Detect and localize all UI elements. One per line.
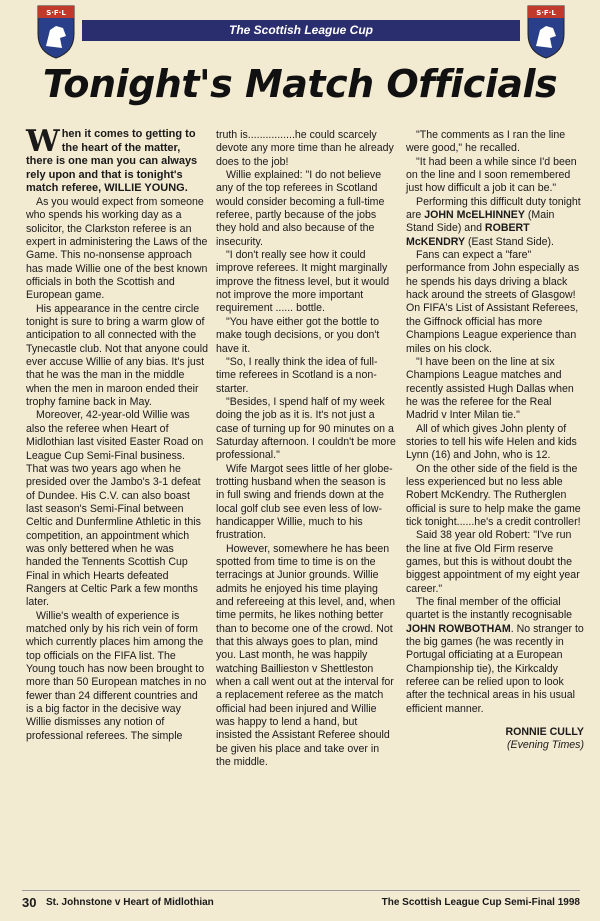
crest-label: S·F·L xyxy=(46,9,66,17)
paragraph: The final member of the official quartet is the instantly recognisable JOHN ROWBOTHAM. No stranger to the big games (he was recently in Portugal officiating at a European Championship tie), the Kirkcaldy referee can be relied upon to look after the technical areas in his usual efficient manner. xyxy=(406,596,584,715)
author-signature: RONNIE CULLY xyxy=(505,726,584,739)
paragraph: His appearance in the centre circle tonight is sure to bring a warm glow of anticipation to all connected with the Tynecastle club. Not that anyone could ever accuse Willie of any bias. It's just that he was the man in the middle when the men in maroon ended their trophy famine back in May. xyxy=(26,302,208,409)
lead-paragraph xyxy=(26,124,208,196)
header-banner: The Scottish League Cup xyxy=(82,20,520,41)
paragraph: "Besides, I spend half of my week doing the job as it is. It's not just a case of turning up for 90 minutes on a Saturday afternoon. I couldn't be more professional." xyxy=(216,395,396,462)
crest-label: S·F·L xyxy=(536,9,556,17)
paragraph: Wife Margot sees little of her globe-trotting husband when the season is in full swing and friends down at the local golf club see even less of low-handicapper Willie, much to his frustration. xyxy=(216,462,393,542)
page-footer xyxy=(22,890,580,910)
paragraph: Willie's wealth of experience is matched only by his rich vein of form which currently places him among the top officials on the FIFA list. The Young touch has now been brought to more than 50 European matches in no fewer than 24 different countries and is a big factor in the decisive way Willie dismisses any notion of professional referees. The simple xyxy=(26,609,207,742)
paragraph: "So, I really think the idea of full-time referees in Scotland is a non-starter. xyxy=(216,355,378,395)
drop-cap: W xyxy=(26,124,60,159)
sfl-crest-left-icon xyxy=(36,4,76,60)
paragraph: However, somewhere he has been spotted from time to time is on the terracings at Junior grounds. Willie admits he enjoyed his time playing and refereeing at this level, and, when time permits, he likes nothing better than to become one of the crowd. Not that this always goes to plan, mind you. Last month, he was happily watching Baillieston v Shettleston when a call went out at the interval for a replacement referee as the match official had been injured and Willie was happy to lend a hand, but insisted the Assistant Referee should be given his place and take over in the middle. xyxy=(216,542,396,769)
footer-publication: The Scottish League Cup Semi-Final 1998 xyxy=(381,897,580,908)
footer-match: St. Johnstone v Heart of Midlothian xyxy=(46,897,214,908)
paragraph: truth is................he could scarcely devote any more time than he already does to the job! xyxy=(216,129,394,168)
paragraph: Fans can expect a "fare" performance from John especially as he spends his days driving a black hack around the streets of Glasgow! On FIFA's List of Assistant Referees, the Giffnock official has more Champions League experience than miles on his clock. xyxy=(406,249,580,355)
paragraph: "The comments as I ran the line were good," he recalled. xyxy=(406,129,566,155)
article-column-2 xyxy=(216,129,396,770)
page-title: Tonight's Match Officials xyxy=(42,62,558,106)
sfl-crest-right-icon xyxy=(526,4,566,60)
lead-text: hen it comes to getting to the heart of the matter, there is one man you can always rely upon and that is tonight's match referee, WILLIE YOUNG. xyxy=(26,128,198,195)
article-column-1 xyxy=(26,124,208,743)
paragraph: Said 38 year old Robert: "I've run the line at five Old Firm reserve games, but this is without doubt the biggest appointment of my eight year career." xyxy=(406,529,580,595)
article-column-3 xyxy=(406,129,584,753)
official-name: JOHN ROWBOTHAM xyxy=(406,622,511,635)
paragraph: "I don't really see how it could improve referees. It might marginally improve the fitness level, but it would not improve the more important requirement ...... bottle. xyxy=(216,249,390,315)
paragraph: As you would expect from someone who spends his working day as a solicitor, the Clarkston referee is an expert in administering the Laws of the Game. This no-nonsense approach has made Willie one of the best known officials in both the Scottish and European game. xyxy=(26,195,208,302)
author-source: (Evening Times) xyxy=(506,739,584,752)
paragraph: Performing this difficult duty tonight are JOHN McELHINNEY (Main Stand Side) and ROBERT McKENDRY (East Stand Side). xyxy=(406,195,581,248)
paragraph: Willie explained: "I do not believe any of the top referees in Scotland would consider becoming a full-time referee, partly because of the jobs they hold and also because of the insecurity. xyxy=(216,169,385,248)
paragraph: Moreover, 42-year-old Willie was also the referee when Heart of Midlothian last visited Easter Road on League Cup Semi-Final business. That was two years ago when he presided over the Jambo's 3-1 defeat of Dundee. His C.V. can also boast last season's Semi-Final between Celtic and Dunfermline Athletic in this competition, an appointment which was only bettered when he was handed the Tennents Scottish Cup Final in which Hearts defeated Rangers at Celtic Park a few months later. xyxy=(26,409,204,609)
official-name: JOHN McELHINNEY xyxy=(424,209,525,222)
paragraph: "I have been on the line at six Champions League matches and recently assisted Hugh Dallas when he was the referee for the Real Madrid v Inter Milan tie." xyxy=(406,355,574,422)
official-name: ROBERT McKENDRY xyxy=(406,222,530,248)
paragraph: All of which gives John plenty of stories to tell his wife Helen and kids Lynn (16) and John, who is 12. xyxy=(406,422,577,462)
paragraph: "It had been a while since I'd been on the line and I soon remembered just how difficult a job it can be." xyxy=(406,155,577,195)
paragraph: On the other side of the field is the less experienced but no less able Robert McKendry. The Rutherglen official is sure to help make the game tick tonight......he's a credit controller! xyxy=(406,462,581,528)
page-number: 30 xyxy=(22,895,37,910)
paragraph: "You have either got the bottle to make tough decisions, or you don't have it. xyxy=(216,315,380,355)
